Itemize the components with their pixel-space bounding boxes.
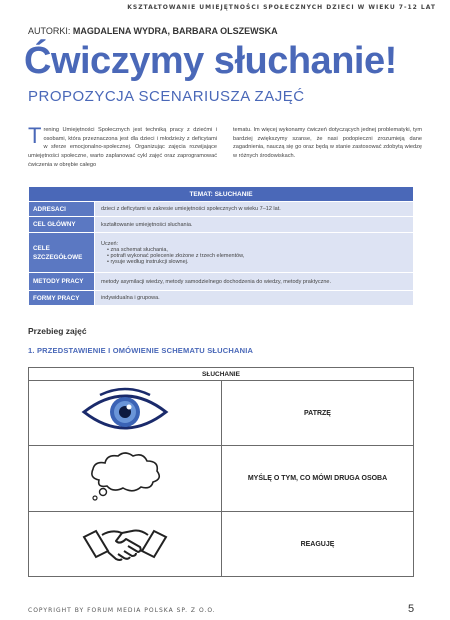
page-title: Ćwiczymy słuchanie!: [24, 40, 397, 82]
thought-cloud-icon: [85, 450, 165, 502]
list-item: • zna schemat słuchania,: [107, 247, 407, 253]
schema-text-reaguje: REAGUJĘ: [222, 512, 414, 577]
authors-prefix: AUTORKI:: [28, 26, 73, 36]
intro-text: [28, 123, 422, 170]
row-label-formy-pracy: FORMY PRACY: [29, 291, 95, 306]
schema-icon-cell: [29, 446, 222, 512]
lesson-info-table: [28, 186, 414, 306]
row-label-cele-szczegolowe: CELE SZCZEGÓŁOWE: [29, 233, 95, 273]
row-value-formy-pracy: indywidualna i grupowa.: [95, 291, 414, 306]
handshake-icon: [80, 517, 170, 567]
info-table-header: TEMAT: SŁUCHANIE: [29, 187, 414, 202]
row-value-adresaci: dzieci z deficytami w zakresie umiejętności społecznych w wieku 7–12 lat.: [95, 202, 414, 217]
schema-text-patrze: PATRZĘ: [222, 381, 414, 446]
przebieg-heading: Przebieg zajęć: [28, 326, 87, 336]
schema-text-mysle: MYŚLĘ O TYM, CO MÓWI DRUGA OSOBA: [222, 446, 414, 512]
footer-copyright: COPYRIGHT BY FORUM MEDIA POLSKA SP. Z O.O.: [28, 607, 216, 614]
row-label-metody-pracy: METODY PRACY: [29, 273, 95, 291]
dropcap: T: [28, 123, 42, 148]
page-subtitle: PROPOZYCJA SCENARIUSZA ZAJĘĆ: [28, 88, 305, 105]
schema-header: SŁUCHANIE: [29, 368, 414, 381]
schema-icon-cell: [29, 512, 222, 577]
running-head: KSZTAŁTOWANIE UMIEJĘTNOŚCI SPOŁECZNYCH DZIECI W WIEKU 7-12 LAT: [127, 4, 436, 11]
schema-icon-cell: [29, 381, 222, 446]
listening-schema-table: [28, 367, 414, 577]
intro-column-1: [28, 123, 217, 170]
authors-line: [28, 26, 278, 36]
list-item: • potrafi wykonać polecenie złożone z trzech elementów,: [107, 253, 407, 259]
row-label-cel-glowny: CEL GŁÓWNY: [29, 217, 95, 233]
row-value-cele-szczegolowe: [95, 233, 414, 273]
row-value-metody-pracy: metody asymilacji wiedzy, metody samodzielnego dochodzenia do wiedzy, metody praktyczne.: [95, 273, 414, 291]
cele-list: [101, 247, 407, 265]
authors-names: MAGDALENA WYDRA, BARBARA OLSZEWSKA: [72, 26, 278, 36]
intro-column-2: tematu. Im więcej wykonamy ćwiczeń dotyczących jednej problematyki, tym bardziej zwiększymy szanse, że nasi podopieczni zrozumieją dane zagadnienia, nauczą się go oraz będą w stanie zastosować zdobytą wiedzę w różnych środowiskach.: [233, 127, 422, 160]
intro-col1-text: rening Umiejętności Społecznych jest techniką pracy z dziećmi i osobami, która przeznaczona jest dla dzieci i młodzieży z deficytami w sferze emocjonalno-społecznej. Organizując zajęcia rozwijające umiejętności społeczne, warto zaplanować cykl zajęć oraz zaprogramować ćwiczenia w obrębie całego: [28, 127, 217, 168]
page-number: 5: [408, 603, 415, 615]
section-heading: 1. PRZEDSTAWIENIE I OMÓWIENIE SCHEMATU SŁUCHANIA: [28, 346, 254, 355]
row-label-adresaci: ADRESACI: [29, 202, 95, 217]
eye-icon: [80, 386, 170, 436]
cele-intro: Uczeń:: [101, 240, 119, 247]
row-value-cel-glowny: kształtowanie umiejętności słuchania.: [95, 217, 414, 233]
list-item: • rysuje według instrukcji słownej.: [107, 259, 407, 265]
